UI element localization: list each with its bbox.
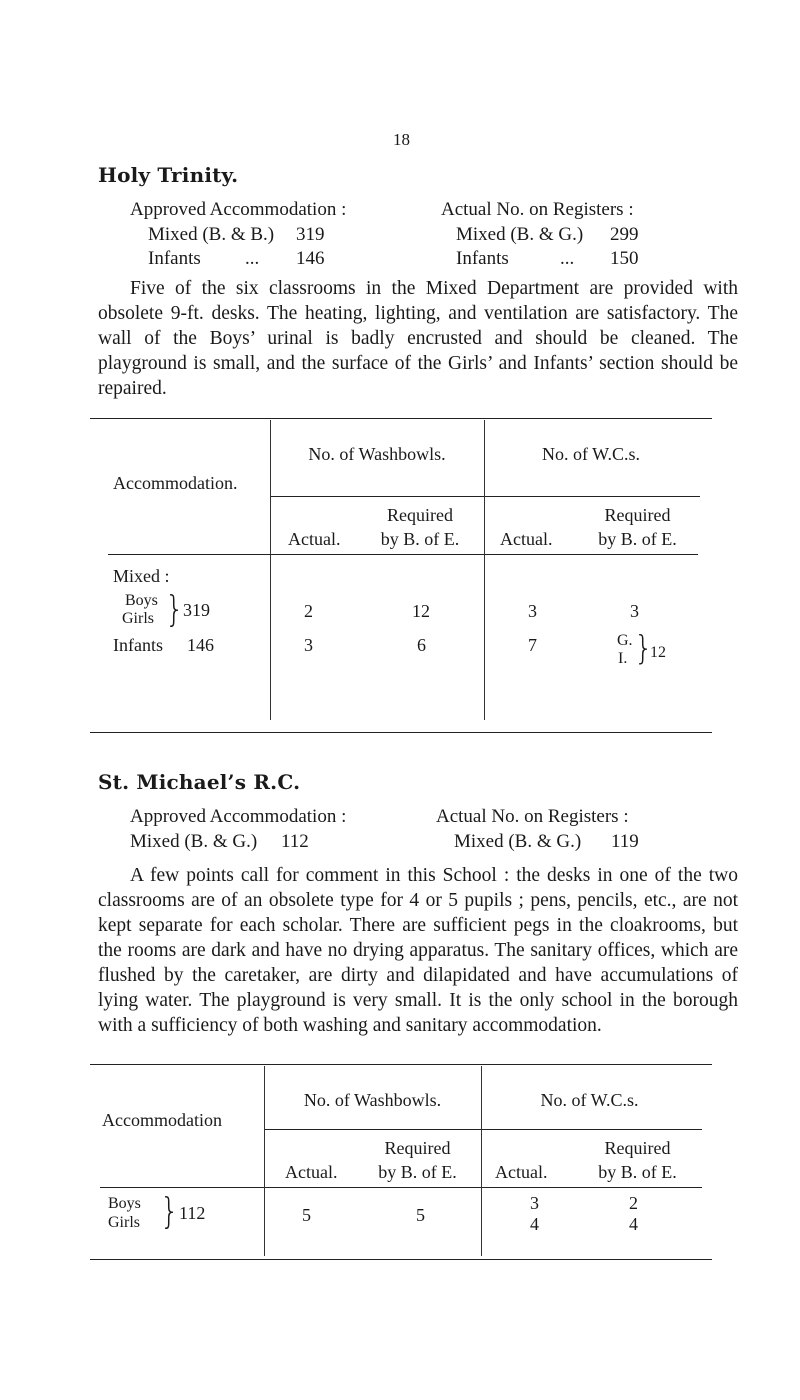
table1-infants-number: 146: [187, 635, 214, 655]
approved-infants-value: 146: [296, 248, 325, 269]
table1-infants-wc-brace: }: [634, 629, 654, 668]
approved-accommodation-heading-2: Approved Accommodation :: [130, 806, 347, 827]
table1-wc-actual-header: Actual.: [500, 529, 553, 549]
table2-wash-actual: 5: [302, 1205, 311, 1225]
table2-col-accommodation: Accommodation: [102, 1110, 222, 1130]
table1-group-washbowls: No. of Washbowls.: [308, 444, 446, 464]
table2-number: 112: [179, 1203, 206, 1223]
table1-bottom-rule: [90, 732, 712, 733]
table2-wc-required-header-1: Required: [604, 1138, 671, 1158]
table1-top-rule: [90, 418, 712, 419]
table1-infants-wc-g: G.: [617, 632, 633, 649]
table2-boys-label: Boys: [108, 1195, 141, 1212]
actual-infants-dots: ...: [560, 248, 575, 269]
table2-girls-label: Girls: [108, 1214, 140, 1231]
table2-wc-actual-header: Actual.: [495, 1162, 548, 1182]
table1-mixed-wc-actual: 3: [528, 601, 537, 621]
table1-wash-required-header-2: by B. of E.: [380, 529, 460, 549]
table1-mixed-wash-actual: 2: [304, 601, 313, 621]
approved-mixed-label-2: Mixed (B. & G.): [130, 831, 258, 852]
table2-group-washbowls: No. of Washbowls.: [303, 1090, 442, 1110]
actual-infants-value: 150: [610, 248, 639, 269]
actual-mixed-value: 299: [610, 224, 639, 245]
table2-wc-actual-2: 4: [530, 1214, 539, 1234]
approved-accommodation-heading: Approved Accommodation :: [130, 199, 347, 220]
table1-infants-label: Infants: [113, 635, 163, 655]
table2-brace: }: [160, 1190, 180, 1233]
table1-mixed-wash-required: 12: [412, 601, 430, 621]
table2-bottom-rule: [90, 1259, 712, 1260]
table2-wc-required-1: 2: [629, 1193, 638, 1213]
table2-wc-actual-1: 3: [530, 1193, 539, 1213]
table2-group-rule: [264, 1129, 702, 1130]
section-title-st-michaels: St. Michael’s R.C.: [98, 770, 301, 794]
table1-group-wcs: No. of W.C.s.: [541, 444, 640, 464]
table1-boys-label: Boys: [125, 592, 158, 609]
table2-wash-required-header-1: Required: [384, 1138, 451, 1158]
actual-mixed-label-2: Mixed (B. & G.): [454, 831, 582, 852]
holy-trinity-paragraph: Five of the six classrooms in the Mixed Department are provided with obsolete 9-ft. desks. The heating, lighting, and ventilation are satisfactory. The wall of the Boys’ urinal is badly encrusted and should be cleaned. The playground is small, and the surface of the Girls’ and Infants’ section should be repaired.: [98, 278, 738, 399]
table2-wash-required: 5: [416, 1205, 425, 1225]
approved-infants-dots: ...: [245, 248, 260, 269]
st-michaels-paragraph: A few points call for comment in this School : the desks in one of the two classrooms are of an obsolete type for 4 or 5 pupils ; pens, pencils, etc., are not kept separate for each scholar. There are sufficient pegs in the cloakrooms, but the rooms are dark and have no drying apparatus. The sanitary offices, which are flushed by the caretaker, are dirty and dilapidated and have accumulations of lying water. The playground is very small. It is the only school in the borough with a sufficiency of both washing and sanitary accommodation.: [98, 865, 738, 1036]
table1-infants-wash-required: 6: [417, 635, 426, 655]
table1-group-rule: [270, 496, 700, 497]
approved-mixed-value-2: 112: [281, 831, 309, 852]
actual-infants-label: Infants: [456, 248, 509, 269]
table1-mixed-wc-required: 3: [630, 601, 639, 621]
approved-mixed-value: 319: [296, 224, 325, 245]
table1-infants-wc-i: I.: [618, 650, 628, 667]
table1-mixed-number: 319: [183, 600, 210, 620]
actual-registers-heading-2: Actual No. on Registers :: [436, 806, 629, 827]
table1-infants-wash-actual: 3: [304, 635, 313, 655]
actual-registers-heading: Actual No. on Registers :: [441, 199, 634, 220]
approved-mixed-label: Mixed (B. & B.): [148, 224, 275, 245]
table2-wc-required-2: 4: [629, 1214, 638, 1234]
actual-mixed-label: Mixed (B. & G.): [456, 224, 584, 245]
actual-mixed-value-2: 119: [611, 831, 639, 852]
table2-top-rule: [90, 1064, 712, 1065]
table1-infants-wc-total: 12: [650, 644, 666, 661]
table1-wc-required-header-2: by B. of E.: [598, 529, 677, 549]
table1-header-rule: [108, 554, 698, 555]
approved-infants-label: Infants: [148, 248, 201, 269]
table1-mixed-label: Mixed :: [113, 566, 170, 586]
table2-group-wcs: No. of W.C.s.: [540, 1090, 639, 1110]
table1-girls-label: Girls: [122, 610, 154, 627]
table1-wash-actual-header: Actual.: [288, 529, 341, 549]
table2-wash-required-header-2: by B. of E.: [378, 1162, 457, 1182]
table1-wash-required-header-1: Required: [387, 505, 453, 525]
table1-divider-2: [484, 420, 485, 720]
table1-col-accommodation: Accommodation.: [113, 473, 238, 493]
table1-divider-1: [270, 420, 271, 720]
table1-wc-required-header-1: Required: [604, 505, 671, 525]
section-title-holy-trinity: Holy Trinity.: [98, 163, 239, 187]
table2-wash-actual-header: Actual.: [285, 1162, 338, 1182]
table1-mixed-brace: }: [165, 588, 185, 631]
page-number: 18: [393, 130, 410, 149]
table1-infants-wc-actual: 7: [528, 635, 537, 655]
table2-wc-required-header-2: by B. of E.: [598, 1162, 677, 1182]
table2-header-rule: [100, 1187, 702, 1188]
